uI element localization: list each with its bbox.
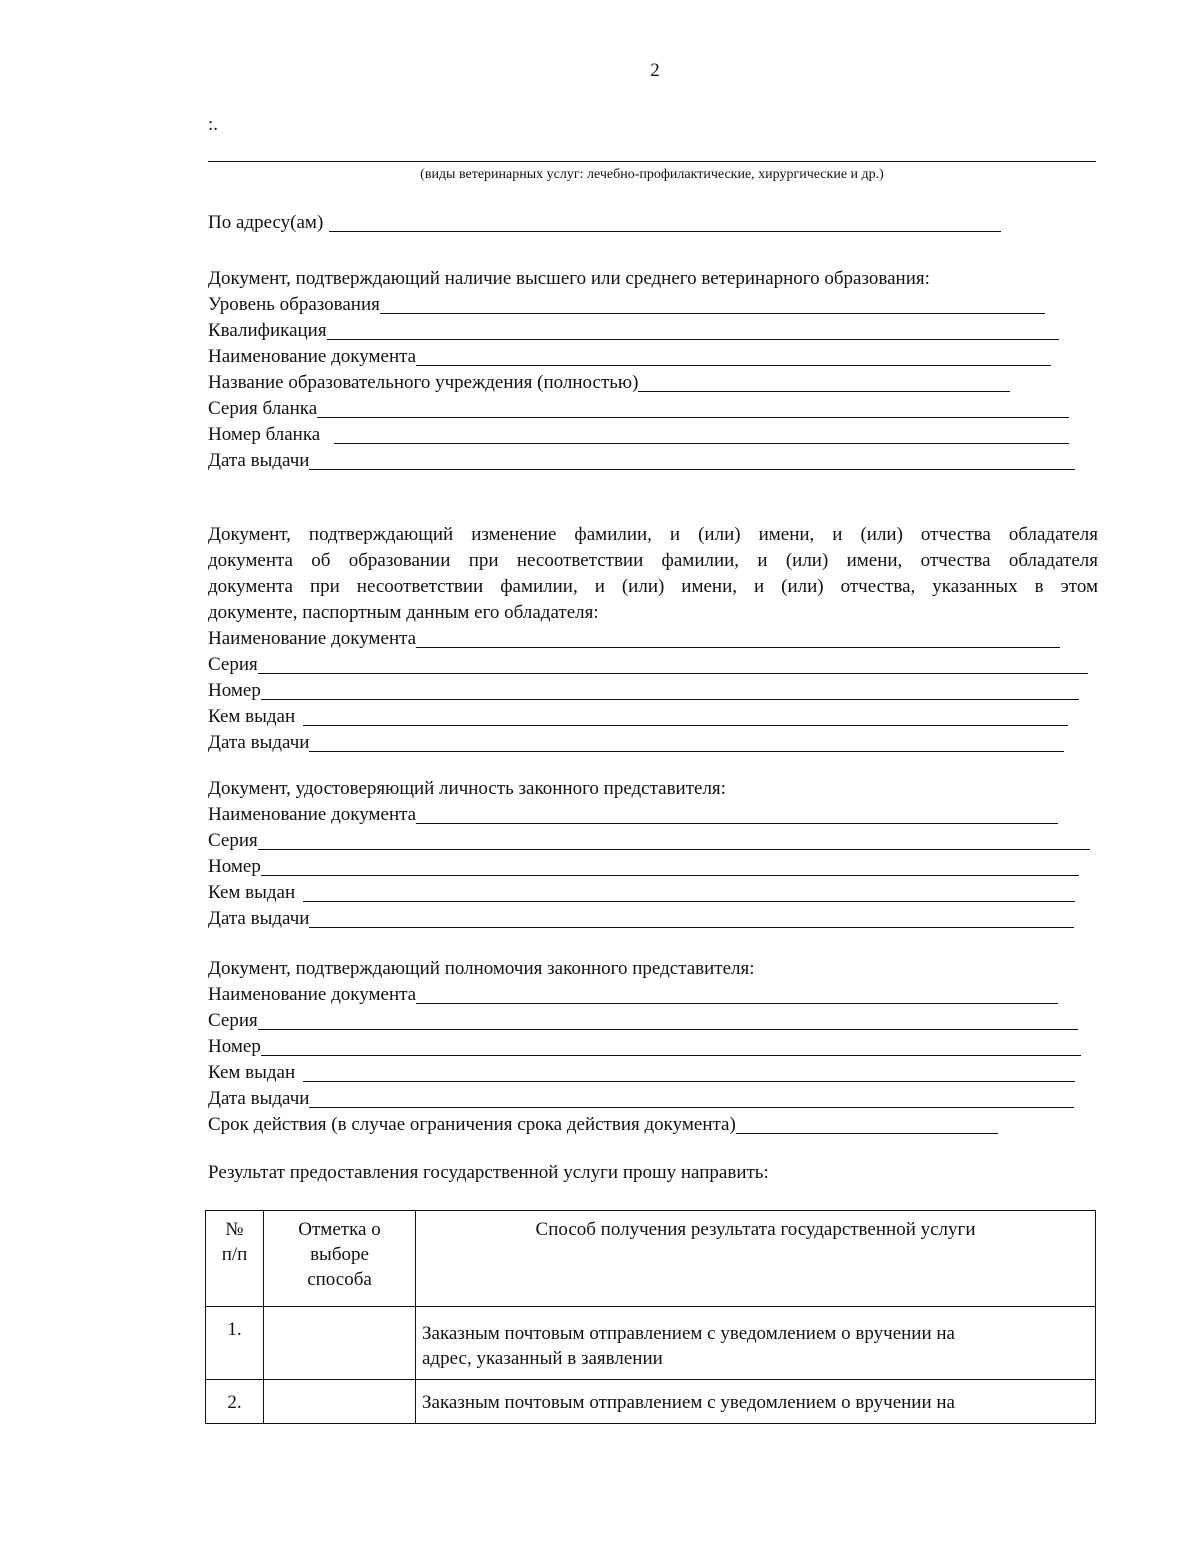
rep-identity-field [208, 828, 1098, 854]
institution-line[interactable] [638, 373, 1010, 392]
name-change-field [208, 704, 1098, 730]
mark-header-line: Отметка о [298, 1219, 381, 1240]
education-field [208, 396, 1098, 422]
field-label: Срок действия (в случае ограничения срока действия документа) [208, 1114, 736, 1135]
rep-identity-section [208, 776, 1098, 932]
field-label: Дата выдачи [208, 908, 310, 929]
series-line[interactable] [258, 1011, 1078, 1030]
field-label: Квалификация [208, 320, 327, 341]
document-name-line[interactable] [416, 347, 1051, 366]
issue-date-line[interactable] [309, 1089, 1074, 1108]
issued-by-line[interactable] [303, 883, 1075, 902]
document-name-line[interactable] [416, 805, 1058, 824]
rep-authority-field [208, 1034, 1098, 1060]
name-change-field [208, 730, 1098, 756]
rep-identity-field [208, 802, 1098, 828]
address-field [208, 210, 1098, 236]
education-field [208, 344, 1098, 370]
issued-by-line[interactable] [303, 1063, 1075, 1082]
rep-identity-field [208, 854, 1098, 880]
name-change-text-line: документа при несоответствии фамилии, и (или) имени, и (или) отчества, указанных в этом [208, 576, 1098, 597]
name-change-field [208, 678, 1098, 704]
rep-identity-heading: Документ, удостоверяющий личность законного представителя: [208, 778, 726, 799]
education-field [208, 318, 1098, 344]
number-line[interactable] [261, 1037, 1081, 1056]
name-change-field [208, 652, 1098, 678]
name-change-text-line: документе, паспортным данным его обладателя: [208, 602, 599, 623]
field-label: Наименование документа [208, 628, 417, 649]
field-label: Дата выдачи [208, 450, 310, 471]
field-label: Кем выдан [208, 882, 296, 903]
result-section [208, 1160, 1098, 1186]
qualification-line[interactable] [327, 321, 1059, 340]
field-label: Номер [208, 1036, 261, 1057]
method-cell [416, 1380, 1096, 1424]
colon-mark: :. [208, 114, 219, 135]
rep-authority-field [208, 982, 1098, 1008]
field-label: Уровень образования [208, 294, 380, 315]
address-label: По адресу(ам) [208, 212, 324, 233]
field-label: Номер [208, 856, 261, 877]
name-change-text-line: документа об образовании при несоответствии фамилии, и (или) имени, отчества обладателя [208, 550, 1098, 571]
row-number: 2. [206, 1380, 264, 1424]
field-label: Дата выдачи [208, 732, 310, 753]
name-change-text-line: Документ, подтверждающий изменение фамилии, и (или) имени, и (или) отчества обладателя [208, 524, 1098, 545]
method-header [416, 1211, 1096, 1307]
field-label: Кем выдан [208, 706, 296, 727]
mark-header [264, 1211, 416, 1307]
table-header-row [206, 1211, 1096, 1307]
issue-date-line[interactable] [309, 733, 1064, 752]
field-label: Серия бланка [208, 398, 318, 419]
series-line[interactable] [258, 831, 1090, 850]
num-header-line: № [225, 1219, 244, 1240]
rep-authority-field [208, 1112, 1098, 1138]
page-number: 2 [650, 60, 660, 81]
method-text-line: Заказным почтовым отправлением с уведомлением о вручении на [422, 1323, 955, 1344]
mark-cell[interactable] [264, 1380, 416, 1424]
mark-header-line: выборе [310, 1244, 369, 1265]
field-label: Наименование документа [208, 346, 417, 367]
education-field [208, 370, 1098, 396]
result-prompt: Результат предоставления государственной услуги прошу направить: [208, 1162, 769, 1183]
number-line[interactable] [261, 681, 1079, 700]
validity-line[interactable] [736, 1115, 998, 1134]
services-fill-line[interactable] [208, 161, 1096, 162]
education-field [208, 292, 1098, 318]
education-field [208, 422, 1098, 448]
address-line[interactable] [329, 213, 1001, 232]
method-header-text: Способ получения результата государственной услуги [535, 1219, 976, 1240]
document-name-line[interactable] [416, 985, 1058, 1004]
rep-authority-field [208, 1086, 1098, 1112]
education-field [208, 448, 1098, 474]
education-section [208, 266, 1098, 474]
number-line[interactable] [261, 857, 1079, 876]
document-name-line[interactable] [416, 629, 1060, 648]
mark-cell[interactable] [264, 1307, 416, 1380]
field-label: Серия [208, 1010, 258, 1031]
form-series-line[interactable] [317, 399, 1069, 418]
num-header-line: п/п [221, 1244, 248, 1265]
field-label: Кем выдан [208, 1062, 296, 1083]
method-cell [416, 1307, 1096, 1380]
result-method-table [205, 1210, 1096, 1424]
table-row [206, 1307, 1096, 1380]
rep-authority-field [208, 1008, 1098, 1034]
issued-by-line[interactable] [303, 707, 1068, 726]
issue-date-line[interactable] [309, 451, 1075, 470]
issue-date-line[interactable] [309, 909, 1074, 928]
field-label: Дата выдачи [208, 1088, 310, 1109]
rep-authority-section [208, 956, 1098, 1138]
method-text-line: адрес, указанный в заявлении [422, 1348, 663, 1369]
field-label: Название образовательного учреждения (полностью) [208, 372, 639, 393]
education-heading: Документ, подтверждающий наличие высшего или среднего ветеринарного образования: [208, 268, 930, 289]
row-number: 1. [206, 1307, 264, 1380]
rep-identity-field [208, 880, 1098, 906]
rep-identity-field [208, 906, 1098, 932]
table-row [206, 1380, 1096, 1424]
field-label: Серия [208, 830, 258, 851]
field-label: Номер бланка [208, 424, 321, 445]
name-change-section [208, 522, 1098, 756]
field-label: Серия [208, 654, 258, 675]
field-label: Наименование документа [208, 984, 417, 1005]
series-line[interactable] [258, 655, 1088, 674]
services-hint: (виды ветеринарных услуг: лечебно-профилактические, хирургические и др.) [420, 167, 884, 182]
address-section [208, 210, 1098, 236]
education-level-line[interactable] [380, 295, 1045, 314]
num-header [206, 1211, 264, 1307]
field-label: Номер [208, 680, 261, 701]
rep-authority-field [208, 1060, 1098, 1086]
rep-authority-heading: Документ, подтверждающий полномочия законного представителя: [208, 958, 755, 979]
field-label: Наименование документа [208, 804, 417, 825]
method-text-line: Заказным почтовым отправлением с уведомлением о вручении на [422, 1392, 955, 1413]
mark-header-line: способа [307, 1269, 372, 1290]
form-number-line[interactable] [334, 425, 1069, 444]
name-change-field [208, 626, 1098, 652]
